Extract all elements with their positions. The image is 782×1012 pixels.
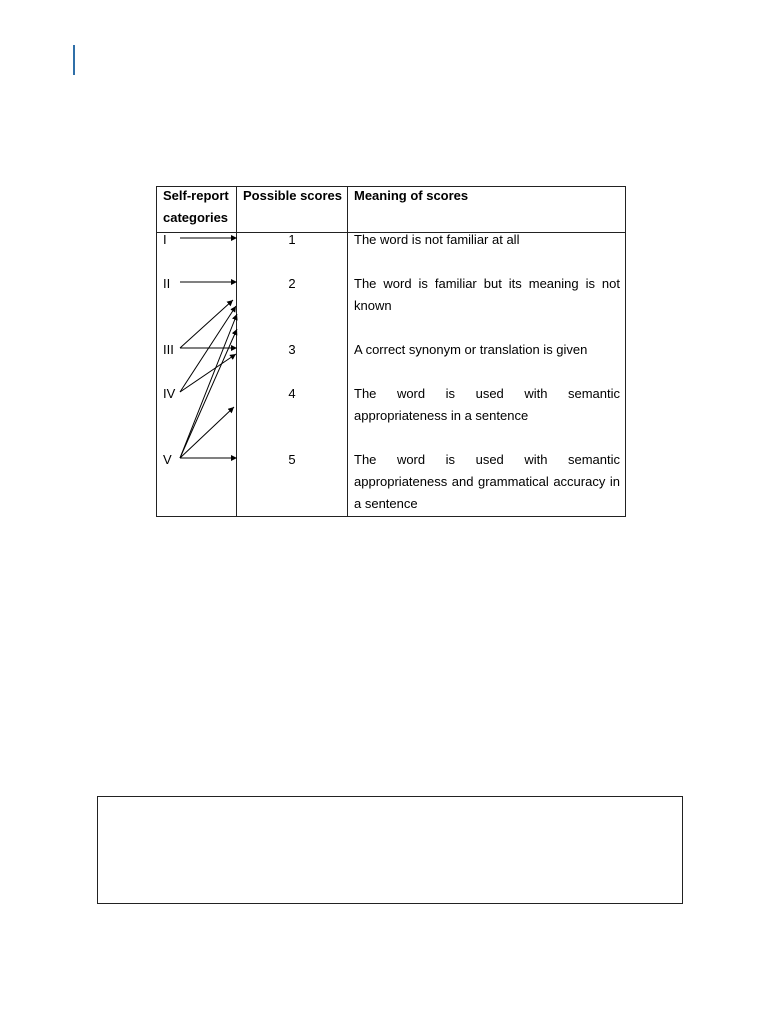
category-label: III	[163, 342, 174, 357]
score-value: 1	[288, 232, 296, 247]
score-value: 3	[288, 342, 296, 357]
score-value: 5	[288, 452, 296, 467]
category-label: IV	[163, 386, 176, 401]
empty-text-box	[97, 796, 683, 904]
arrow-iv-to-2	[180, 306, 236, 392]
meaning-text: The word is not familiar at all	[354, 232, 520, 247]
category-label: II	[163, 276, 171, 291]
meaning-text: The word is used with semantic appropriateness and grammatical accuracy in a sentence	[354, 452, 620, 511]
header-self-report: Self-report categories	[163, 188, 229, 225]
meaning-text: The word is familiar but its meaning is not known	[354, 276, 620, 313]
category-label: I	[163, 232, 167, 247]
score-table	[156, 186, 626, 517]
meaning-text: A correct synonym or translation is given	[354, 342, 588, 357]
score-value: 4	[288, 386, 296, 401]
category-score-arrows	[157, 187, 627, 518]
header-possible-scores: Possible scores	[243, 188, 342, 203]
header-meaning: Meaning of scores	[354, 188, 469, 203]
arrow-v-to-4	[180, 407, 234, 458]
arrow-iii-to-2	[180, 300, 233, 348]
score-value: 2	[288, 276, 296, 291]
text-cursor-bar	[73, 45, 75, 75]
meaning-text: The word is used with semantic appropriateness in a sentence	[354, 386, 620, 423]
category-label: V	[163, 452, 172, 467]
